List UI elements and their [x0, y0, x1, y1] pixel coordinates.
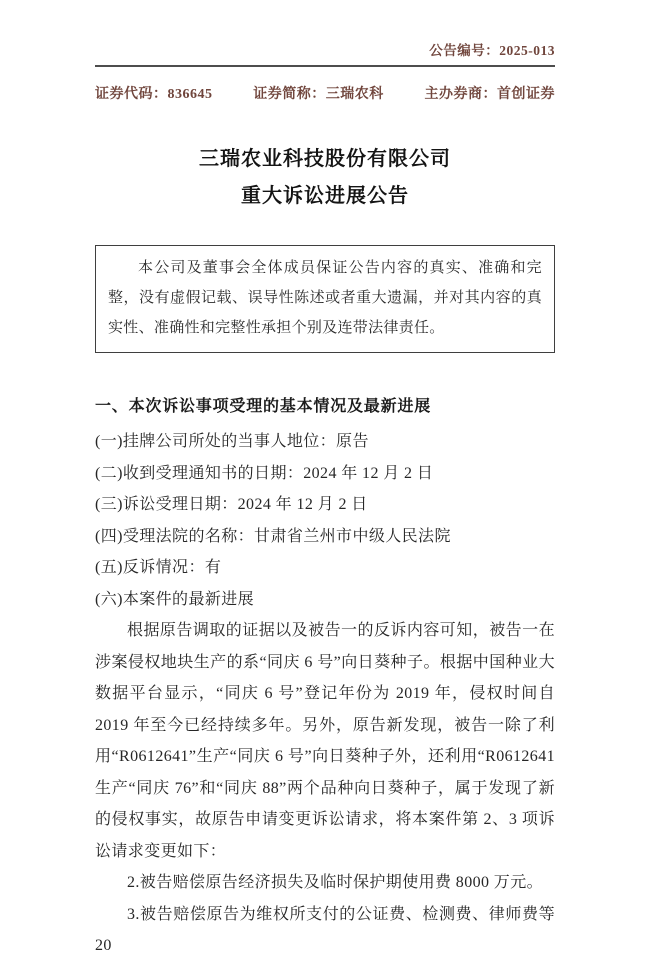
claim-item-2: 2.被告赔偿原告经济损失及临时保护期使用费 8000 万元。: [127, 874, 544, 891]
announcement-number: 公告编号：2025-013: [429, 43, 555, 58]
list-item-court-name: (四)受理法院的名称：甘肃省兰州市中级人民法院: [95, 527, 451, 545]
claim-item-3: 3.被告赔偿原告为维权所支付的公证费、检测费、律师费等 20: [95, 905, 555, 954]
list-item-counterclaim: (五)反诉情况：有: [95, 559, 222, 576]
announcement-title: 重大诉讼进展公告: [241, 185, 409, 207]
list-item-notice-date: (二)收到受理通知书的日期：2024 年 12 月 2 日: [95, 464, 434, 482]
case-info-list: [95, 426, 555, 615]
declaration-text: 本公司及董事会全体成员保证公告内容的真实、准确和完整，没有虚假记载、误导性陈述或者重大遗漏，并对其内容的真实性、准确性和完整性承担个别及连带法律责任。: [108, 260, 542, 336]
stock-code: 证券代码：836645: [95, 87, 213, 102]
progress-paragraph: 根据原告调取的证据以及被告一的反诉内容可知，被告一在涉案侵权地块生产的系“同庆 6 号”向日葵种子。根据中国种业大数据平台显示，“同庆 6 号”登记年份为 2019 年，侵权时间自 2019 年至今已经持续多年。另外，原告新发现，被告一除了利用“R0612641”生产“同庆 6 号”向日葵种子外，还利用“R0612641 生产“同庆 76”和“同庆 88”两个品种向日葵种子，属于发现了新的侵权事实，故原告申请变更诉讼请求，将本案件第 2、3 项诉讼请求变更如下：: [95, 622, 555, 860]
securities-meta-row: [95, 83, 555, 103]
header-divider: [95, 65, 555, 67]
sponsor: 主办券商：首创证券: [424, 87, 555, 102]
declaration-box: [95, 245, 555, 353]
company-name-title: 三瑞农业科技股份有限公司: [199, 148, 451, 170]
title-block: [95, 141, 555, 215]
section-heading: 一、本次诉讼事项受理的基本情况及最新进展: [95, 398, 432, 415]
list-item-latest-progress: (六)本案件的最新进展: [95, 590, 255, 608]
list-item-acceptance-date: (三)诉讼受理日期：2024 年 12 月 2 日: [95, 496, 368, 513]
stock-name: 证券简称：三瑞农科: [253, 87, 384, 102]
list-item-party-status: (一)挂牌公司所处的当事人地位：原告: [95, 433, 369, 450]
